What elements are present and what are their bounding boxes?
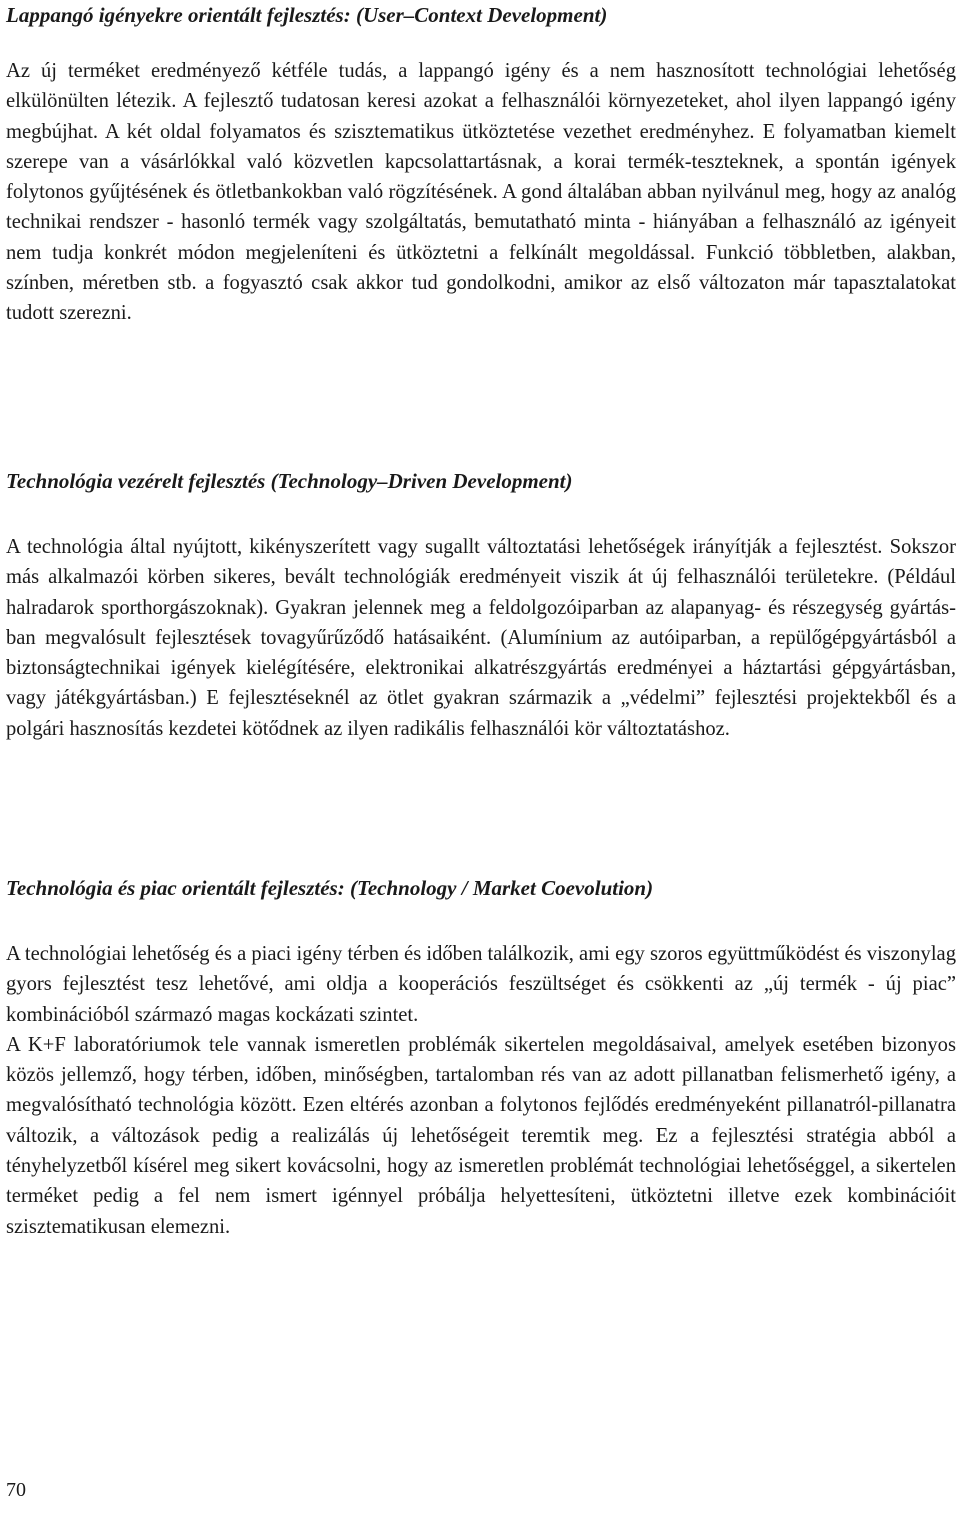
section-heading: Technológia vezérelt fejlesztés (Technology–Driven Development) <box>6 469 573 493</box>
section-paragraph: A technológia által nyújtott, kikényszerített vagy sugallt változtatási lehetőségek irányítják a fejlesztést. Sokszor más alkalmazói körben sikeres, bevált technológiák eredményeit viszik át új felhasználói területekre. (Például halradarok sporthorgászoknak). Gyakran jelennek meg a feldolgozóiparban az alapanyag- és részegység gyártásban megvalósult fejlesztések tovagyűrűződő hatásaiként. (Alumínium az autóiparban, a repülőgépgyártásból a biztonságtechnikai igények kielégítésére, elektronikai alkatrészgyártás eredményei a háztartási gépgyártásban, vagy játékgyártásban.) E fejlesztéseknél az ötlet gyakran származik a „védelmi” fejlesztési projektekből és a polgári hasznosítás kezdetei kötődnek az ilyen radikális felhasználói kör változtatáshoz. <box>6 536 956 740</box>
section-paragraph: A technológiai lehetőség és a piaci igény térben és időben találkozik, ami egy szoros együttműködést és viszonylag gyors fejlesztést tesz lehetővé, ami oldja a kooperációs feszültséget és csökkenti az „új termék - új piac” kombinációból származó magas kockázati szintet. <box>6 943 956 1026</box>
section-technology-driven-development <box>6 466 956 744</box>
page-number: 70 <box>6 1479 26 1501</box>
section-technology-market-coevolution <box>6 873 956 1242</box>
section-heading: Technológia és piac orientált fejlesztés: (Technology / Market Coevolution) <box>6 876 654 900</box>
section-heading: Lappangó igényekre orientált fejlesztés: (User–Context Development) <box>6 3 608 27</box>
section-paragraph: Az új terméket eredményező kétféle tudás, a lappangó igény és a nem hasznosított technológiai lehetőség elkülönülten létezik. A fejlesztő tudatosan keresi azokat a felhasználói környezeteket, ahol ilyen lappangó igény megbújhat. A két oldal folyamatos és szisztematikus ütköztetése vezethet eredményhez. E folyamatban kiemelt szerepe van a vásárlókkal való közvetlen kapcsolattartásnak, a korai termék-teszteknek, a spontán igények folytonos gyűjtésének és ötletbankokban való rögzítésének. A gond általában abban nyilvánul meg, hogy az analóg technikai rendszer - hasonló termék vagy szolgáltatás, bemutatható minta - hiányában a felhasználó az igényeit nem tudja konkrét módon megjeleníteni és ütköztetni a felkínált megoldással. Funkció többletben, alakban, színben, méretben stb. a fogyasztó csak akkor tud gondolkodni, amikor az első változaton már tapasztalatokat tudott szerezni. <box>6 60 956 325</box>
section-paragraph: A K+F laboratóriumok tele vannak ismeretlen problémák sikertelen megoldásaival, amelyek esetében bizonyos közös jellemző, hogy térben, időben, minőségben, tartalomban rés van az adott pillanatban felismerhető igény, a megvalósítható technológia között. Ezen eltérés azonban a folytonos fejlődés eredményeként pillanatról-pillanatra változik, a változások pedig a realizálás új lehetőségeit teremtik meg. Ez a fejlesztési stratégia abból a tényhelyzetből kísérel meg sikert kovácsolni, hogy az ismeretlen problémát technológiai lehetőséggel, a sikertelen terméket pedig a fel nem ismert igénnyel próbálja helyettesíteni, ütköztetni illetve ezek kombinációit szisztematikusan elemezni. <box>6 1033 956 1238</box>
section-user-context-development <box>6 0 956 329</box>
